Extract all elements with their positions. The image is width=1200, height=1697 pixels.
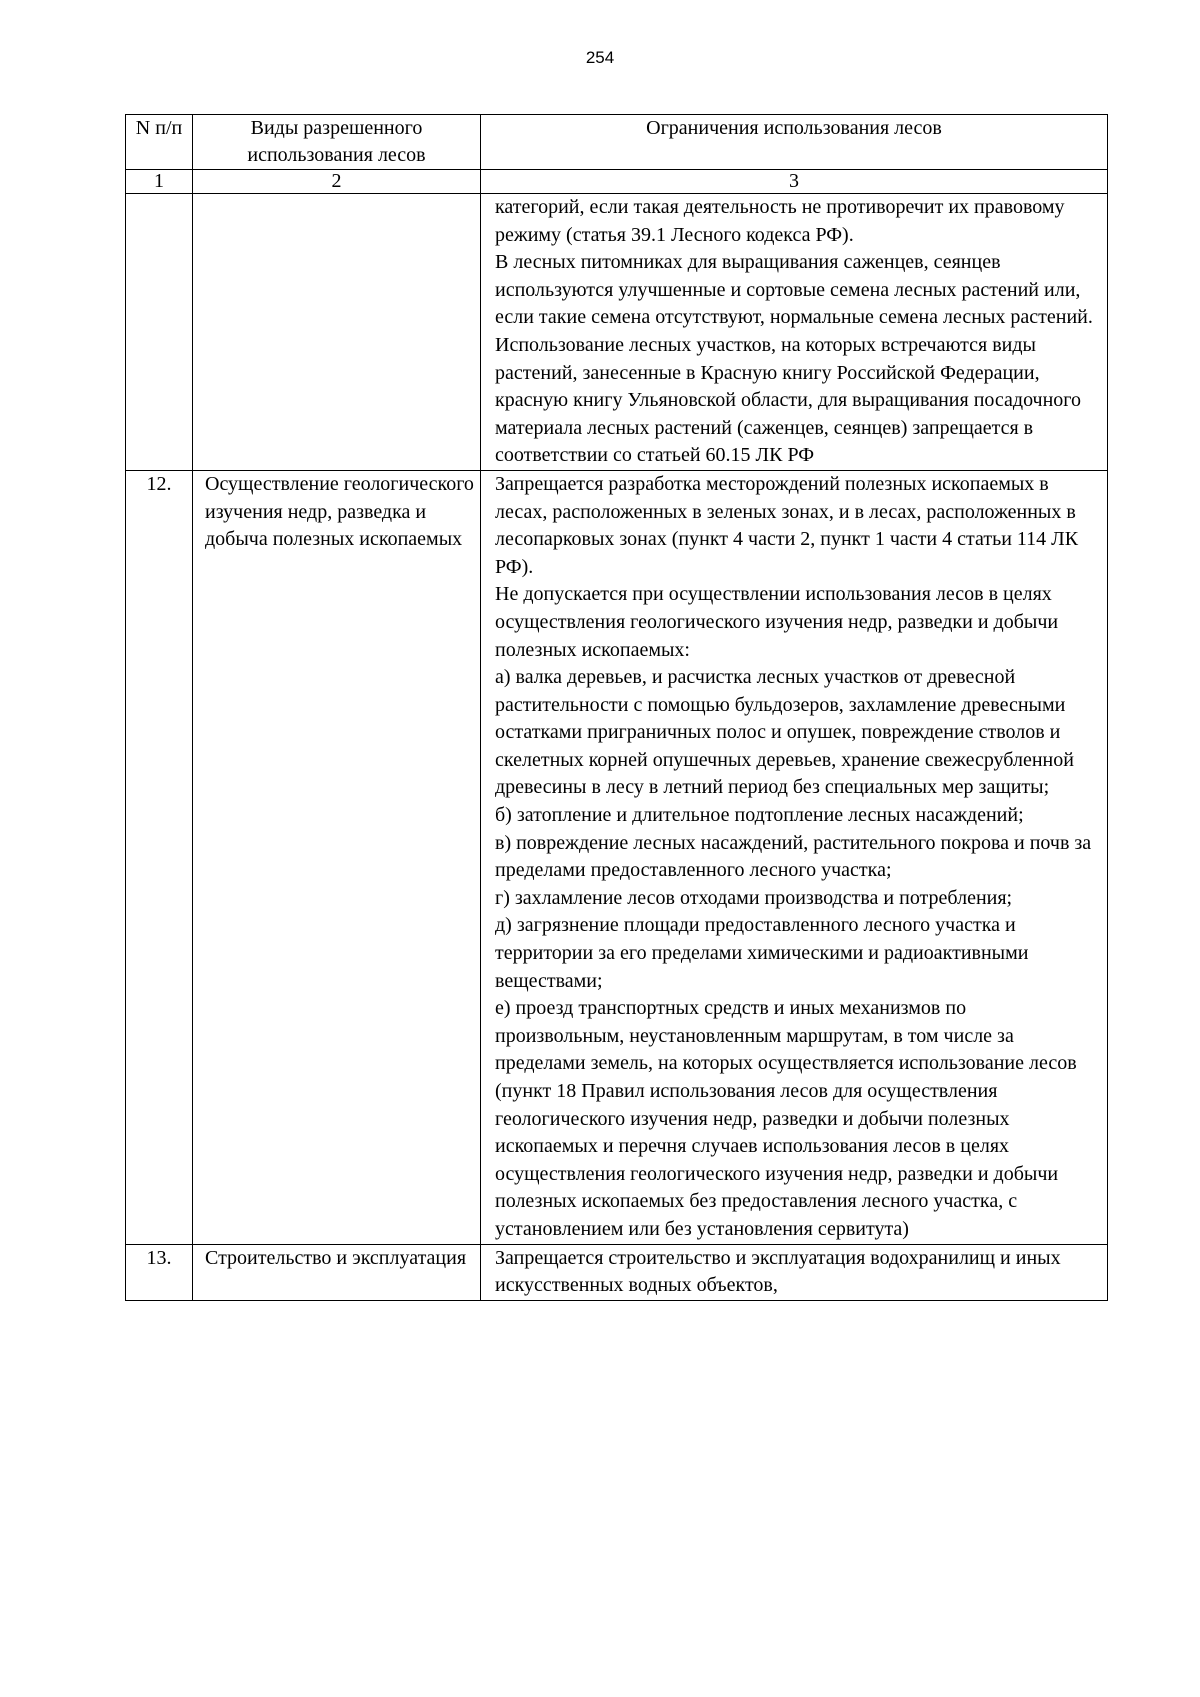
restriction-paragraph: Запрещается разработка месторождений полезных ископаемых в лесах, расположенных в зеленых зонах, и в лесах, расположенных в лесопарковых зонах (пункт 4 части 2, пункт 1 части 4 статьи 114 ЛК РФ). [495,472,1079,578]
restriction-paragraph: г) захламление лесов отходами производства и потребления; [495,886,1013,909]
table-row [126,470,1108,1244]
table-header-row [126,115,1108,170]
column-number-2: 2 [193,170,481,194]
row-use-type [193,194,481,471]
header-restrictions: Ограничения использования лесов [481,115,1108,170]
page-number: 254 [585,48,615,67]
restriction-paragraph: е) проезд транспортных средств и иных механизмов по произвольным, неустановленным маршрутам, в том числе за пределами земель, на которых осуществляется использование лесов (пункт 18 Правил использования лесов для осуществления геологического изучения недр, разведки и добычи полезных ископаемых и перечня случаев использования лесов в целях осуществления геологического изучения недр, разведки и добычи полезных ископаемых без предоставления лесного участка, с установлением или без установления сервитута) [495,997,1077,1240]
restriction-paragraph: б) затопление и длительное подтопление лесных насаждений; [495,804,1024,827]
row-restrictions [481,470,1108,1244]
restriction-paragraph: д) загрязнение площади предоставленного лесного участка и территории за его пределами химическими и радиоактивными веществами; [495,914,1029,992]
row-use-type: Строительство и эксплуатация [193,1244,481,1300]
restriction-paragraph: Использование лесных участков, на которых встречаются виды растений, занесенные в Красную книгу Российской Федерации, красную книгу Ульяновской области, для выращивания посадочного материала лесных растений (саженцев, сеянцев) запрещается в соответствии со статьей 60.15 ЛК РФ [495,333,1082,467]
header-number: N п/п [126,115,193,170]
row-restrictions [481,1244,1108,1300]
row-number [126,194,193,471]
restriction-paragraph: Запрещается строительство и эксплуатация водохранилищ и иных искусственных водных объектов, [495,1246,1061,1297]
column-number-1: 1 [126,170,193,194]
restriction-paragraph: а) валка деревьев, и расчистка лесных участков от древесной растительности с помощью бульдозеров, захламление древесными остатками приграничных полос и опушек, повреждение стволов и скелетных корней опушечных деревьев, хранение свежесрубленной древесины в лесу в летний период без специальных мер защиты; [495,666,1074,799]
column-number-row [126,170,1108,194]
restriction-paragraph: категорий, если такая деятельность не противоречит их правовому режиму (статья 39.1 Лесного кодекса РФ). [495,196,1065,246]
restriction-paragraph: в) повреждение лесных насаждений, растительного покрова и почв за пределами предоставленного лесного участка; [495,831,1092,882]
column-number-3: 3 [481,170,1108,194]
row-restrictions [481,194,1108,471]
row-use-type: Осуществление геологического изучения недр, разведка и добыча полезных ископаемых [193,470,481,1244]
header-use-type: Виды разрешенного использования лесов [193,115,481,170]
table-row [126,1244,1108,1300]
restriction-paragraph: В лесных питомниках для выращивания саженцев, сеянцев используются улучшенные и сортовые семена лесных растений или, если такие семена отсутствуют, нормальные семена лесных растений. [495,251,1093,329]
forest-use-restrictions-table [125,114,1108,1301]
table-row [126,194,1108,471]
row-number: 12. [126,470,193,1244]
row-number: 13. [126,1244,193,1300]
restriction-paragraph: Не допускается при осуществлении использования лесов в целях осуществления геологического изучения недр, разведки и добычи полезных ископаемых: [495,583,1059,661]
